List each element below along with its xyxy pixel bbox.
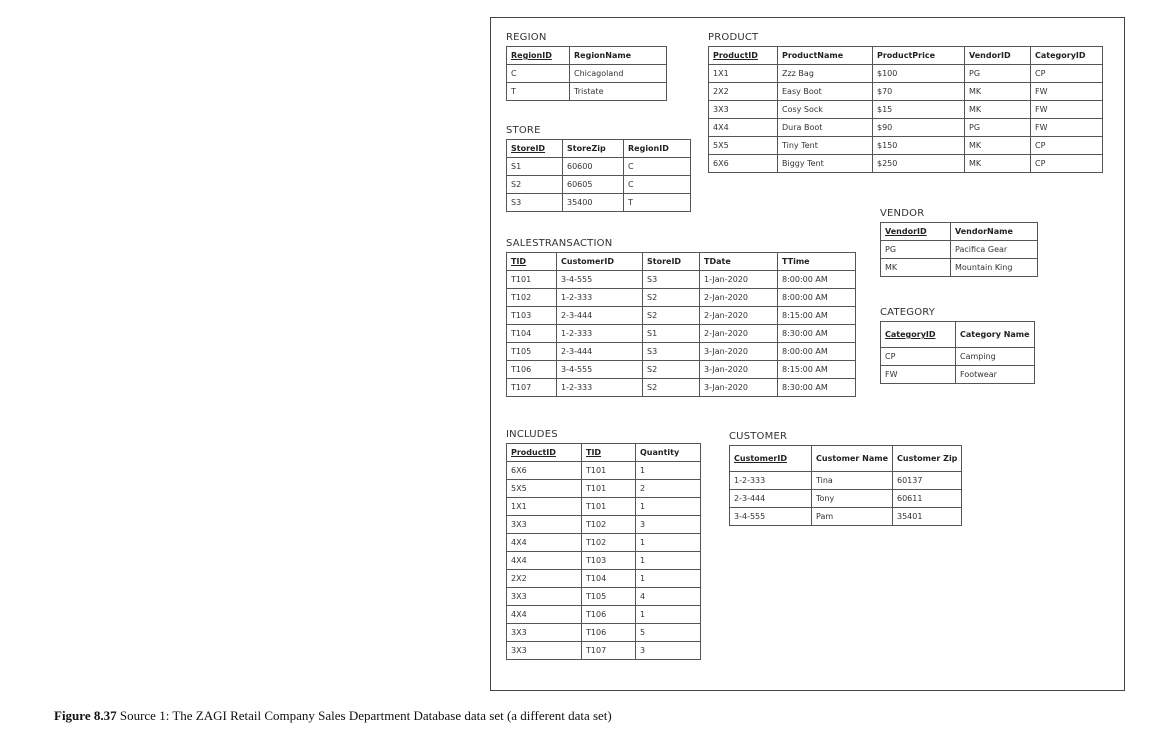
table-row [507, 325, 856, 343]
column-header: Customer Name [812, 446, 893, 472]
header-row [709, 47, 1103, 65]
column-header: StoreID [643, 253, 700, 271]
table-cell: Tina [812, 472, 893, 490]
column-header: Customer Zip [893, 446, 962, 472]
table-cell: 1X1 [709, 65, 778, 83]
vendor-table [880, 222, 1038, 277]
table-cell: T105 [507, 343, 557, 361]
table-cell: CP [1031, 137, 1103, 155]
table-cell: T105 [582, 588, 636, 606]
table-cell: 8:00:00 AM [778, 343, 856, 361]
table-row [507, 176, 691, 194]
header-row [507, 444, 701, 462]
table-cell: FW [1031, 119, 1103, 137]
table-cell: 8:30:00 AM [778, 325, 856, 343]
table-row [507, 480, 701, 498]
table-cell: 1-Jan-2020 [700, 271, 778, 289]
column-header: Quantity [636, 444, 701, 462]
table-cell: $250 [873, 155, 965, 173]
table-cell: S2 [507, 176, 563, 194]
table-row [709, 119, 1103, 137]
table-cell: 2-Jan-2020 [700, 307, 778, 325]
table-cell: 2-Jan-2020 [700, 289, 778, 307]
table-cell: T [507, 83, 570, 101]
table-cell: 3X3 [507, 624, 582, 642]
table-row [507, 516, 701, 534]
table-cell: S2 [643, 361, 700, 379]
column-header: TID [582, 444, 636, 462]
column-header: VendorID [881, 223, 951, 241]
table-cell: FW [1031, 101, 1103, 119]
column-header: VendorName [951, 223, 1038, 241]
table-cell: 8:15:00 AM [778, 361, 856, 379]
table-cell: FW [881, 366, 956, 384]
table-cell: Tiny Tent [778, 137, 873, 155]
table-cell: 1 [636, 498, 701, 516]
table-cell: 3 [636, 516, 701, 534]
table-cell: 1-2-333 [730, 472, 812, 490]
includes-table [506, 443, 701, 660]
table-cell: Cosy Sock [778, 101, 873, 119]
product-table [708, 46, 1103, 173]
customer-table-name: CUSTOMER [729, 431, 788, 442]
table-cell: 1-2-333 [557, 379, 643, 397]
table-cell: $15 [873, 101, 965, 119]
table-cell: T102 [582, 534, 636, 552]
table-cell: 2-3-444 [730, 490, 812, 508]
figure-caption [54, 708, 612, 724]
table-row [730, 472, 962, 490]
table-cell: FW [1031, 83, 1103, 101]
table-cell: Tristate [570, 83, 667, 101]
column-header: RegionID [624, 140, 691, 158]
table-cell: 3X3 [507, 588, 582, 606]
table-cell: PG [965, 119, 1031, 137]
table-cell: 1 [636, 552, 701, 570]
table-cell: 8:00:00 AM [778, 271, 856, 289]
table-cell: MK [965, 83, 1031, 101]
caption-text: Source 1: The ZAGI Retail Company Sales Department Database data set (a different data set) [116, 708, 612, 723]
table-cell: T106 [582, 606, 636, 624]
table-cell: 6X6 [507, 462, 582, 480]
table-cell: $100 [873, 65, 965, 83]
table-cell: 3-Jan-2020 [700, 379, 778, 397]
table-product [708, 31, 1103, 173]
table-cell: 2X2 [507, 570, 582, 588]
table-row [730, 490, 962, 508]
table-cell: T101 [507, 271, 557, 289]
header-row [507, 253, 856, 271]
table-row [507, 498, 701, 516]
column-header: TTime [778, 253, 856, 271]
table-cell: $90 [873, 119, 965, 137]
vendor-table-name: VENDOR [880, 208, 925, 219]
table-cell: Biggy Tent [778, 155, 873, 173]
header-row [730, 446, 962, 472]
column-header: CustomerID [730, 446, 812, 472]
table-cell: T [624, 194, 691, 212]
table-row [709, 83, 1103, 101]
table-cell: 2 [636, 480, 701, 498]
table-cell: T104 [582, 570, 636, 588]
table-cell: 3X3 [507, 516, 582, 534]
table-cell: 60611 [893, 490, 962, 508]
salestransaction-table-name: SALESTRANSACTION [506, 238, 613, 249]
table-row [507, 642, 701, 660]
table-cell: MK [965, 101, 1031, 119]
table-cell: T103 [582, 552, 636, 570]
table-row [881, 241, 1038, 259]
table-cell: 35400 [563, 194, 624, 212]
header-row [881, 223, 1038, 241]
table-cell: 2X2 [709, 83, 778, 101]
table-cell: T106 [507, 361, 557, 379]
table-row [507, 194, 691, 212]
column-header: ProductID [507, 444, 582, 462]
table-row [507, 570, 701, 588]
store-table-name: STORE [506, 125, 541, 136]
table-cell: 1-2-333 [557, 325, 643, 343]
table-cell: 3X3 [709, 101, 778, 119]
table-row [709, 155, 1103, 173]
table-cell: Mountain King [951, 259, 1038, 277]
column-header: VendorID [965, 47, 1031, 65]
category-table-name: CATEGORY [880, 307, 936, 318]
table-cell: 60605 [563, 176, 624, 194]
table-includes [506, 428, 701, 660]
table-cell: 5X5 [507, 480, 582, 498]
table-store [506, 124, 691, 212]
customer-table [729, 445, 962, 526]
table-cell: 3 [636, 642, 701, 660]
table-cell: MK [881, 259, 951, 277]
table-cell: 3-4-555 [730, 508, 812, 526]
table-cell: 5X5 [709, 137, 778, 155]
table-cell: 1 [636, 570, 701, 588]
column-header: StoreID [507, 140, 563, 158]
column-header: StoreZip [563, 140, 624, 158]
table-cell: 4X4 [709, 119, 778, 137]
table-cell: 8:30:00 AM [778, 379, 856, 397]
column-header: CustomerID [557, 253, 643, 271]
table-cell: 2-3-444 [557, 307, 643, 325]
product-table-name: PRODUCT [708, 32, 759, 43]
table-cell: 2-Jan-2020 [700, 325, 778, 343]
table-cell: 35401 [893, 508, 962, 526]
table-cell: $150 [873, 137, 965, 155]
table-cell: Pam [812, 508, 893, 526]
table-cell: 3-4-555 [557, 361, 643, 379]
table-cell: S2 [643, 379, 700, 397]
table-row [507, 379, 856, 397]
table-row [507, 462, 701, 480]
table-cell: T107 [507, 379, 557, 397]
table-row [507, 289, 856, 307]
table-cell: Tony [812, 490, 893, 508]
table-cell: PG [881, 241, 951, 259]
table-cell: 1 [636, 534, 701, 552]
table-vendor [880, 207, 1038, 277]
table-cell: 4X4 [507, 606, 582, 624]
table-cell: 1-2-333 [557, 289, 643, 307]
table-row [507, 361, 856, 379]
table-cell: T101 [582, 498, 636, 516]
table-cell: T107 [582, 642, 636, 660]
table-row [507, 271, 856, 289]
table-cell: T103 [507, 307, 557, 325]
table-cell: C [507, 65, 570, 83]
header-row [881, 322, 1035, 348]
region-table [506, 46, 667, 101]
store-table [506, 139, 691, 212]
table-cell: CP [1031, 155, 1103, 173]
table-cell: T102 [582, 516, 636, 534]
table-region [506, 31, 667, 101]
table-row [507, 343, 856, 361]
table-cell: 1 [636, 462, 701, 480]
column-header: CategoryID [881, 322, 956, 348]
table-cell: Pacifica Gear [951, 241, 1038, 259]
table-cell: 60137 [893, 472, 962, 490]
salestransaction-table [506, 252, 856, 397]
table-row [730, 508, 962, 526]
table-cell: 3-Jan-2020 [700, 361, 778, 379]
table-cell: T102 [507, 289, 557, 307]
table-row [709, 65, 1103, 83]
table-cell: 1 [636, 606, 701, 624]
table-cell: CP [881, 348, 956, 366]
includes-table-name: INCLUDES [506, 429, 558, 440]
header-row [507, 47, 667, 65]
table-row [881, 366, 1035, 384]
column-header: TID [507, 253, 557, 271]
table-row [881, 348, 1035, 366]
table-cell: C [624, 158, 691, 176]
column-header: ProductPrice [873, 47, 965, 65]
table-cell: T106 [582, 624, 636, 642]
table-customer [729, 430, 962, 526]
table-cell: 4 [636, 588, 701, 606]
table-cell: S1 [643, 325, 700, 343]
table-row [507, 624, 701, 642]
table-row [507, 158, 691, 176]
table-cell: S3 [507, 194, 563, 212]
table-cell: S2 [643, 307, 700, 325]
table-cell: Dura Boot [778, 119, 873, 137]
column-header: ProductID [709, 47, 778, 65]
column-header: CategoryID [1031, 47, 1103, 65]
table-row [507, 606, 701, 624]
table-row [709, 101, 1103, 119]
table-cell: S2 [643, 289, 700, 307]
column-header: TDate [700, 253, 778, 271]
header-row [507, 140, 691, 158]
table-row [881, 259, 1038, 277]
table-cell: 1X1 [507, 498, 582, 516]
table-row [507, 588, 701, 606]
table-category [880, 306, 1035, 384]
table-cell: 8:00:00 AM [778, 289, 856, 307]
table-cell: CP [1031, 65, 1103, 83]
caption-label: Figure 8.37 [54, 708, 117, 723]
table-cell: 2-3-444 [557, 343, 643, 361]
table-cell: T101 [582, 480, 636, 498]
table-cell: Easy Boot [778, 83, 873, 101]
table-row [507, 65, 667, 83]
table-cell: MK [965, 137, 1031, 155]
column-header: RegionID [507, 47, 570, 65]
table-cell: S3 [643, 343, 700, 361]
table-cell: Camping [956, 348, 1035, 366]
table-cell: 5 [636, 624, 701, 642]
table-cell: T104 [507, 325, 557, 343]
table-cell: C [624, 176, 691, 194]
table-salestransaction [506, 237, 856, 397]
table-row [709, 137, 1103, 155]
region-table-name: REGION [506, 32, 547, 43]
table-cell: Zzz Bag [778, 65, 873, 83]
table-row [507, 534, 701, 552]
table-cell: 4X4 [507, 552, 582, 570]
column-header: RegionName [570, 47, 667, 65]
table-cell: 8:15:00 AM [778, 307, 856, 325]
table-cell: MK [965, 155, 1031, 173]
table-cell: PG [965, 65, 1031, 83]
table-row [507, 307, 856, 325]
table-cell: 3-Jan-2020 [700, 343, 778, 361]
table-cell: 60600 [563, 158, 624, 176]
column-header: ProductName [778, 47, 873, 65]
table-row [507, 552, 701, 570]
table-cell: 3-4-555 [557, 271, 643, 289]
table-cell: T101 [582, 462, 636, 480]
table-cell: S3 [643, 271, 700, 289]
column-header: Category Name [956, 322, 1035, 348]
table-cell: 4X4 [507, 534, 582, 552]
category-table [880, 321, 1035, 384]
table-cell: 6X6 [709, 155, 778, 173]
table-cell: Footwear [956, 366, 1035, 384]
table-row [507, 83, 667, 101]
table-cell: $70 [873, 83, 965, 101]
table-cell: Chicagoland [570, 65, 667, 83]
table-cell: 3X3 [507, 642, 582, 660]
table-cell: S1 [507, 158, 563, 176]
